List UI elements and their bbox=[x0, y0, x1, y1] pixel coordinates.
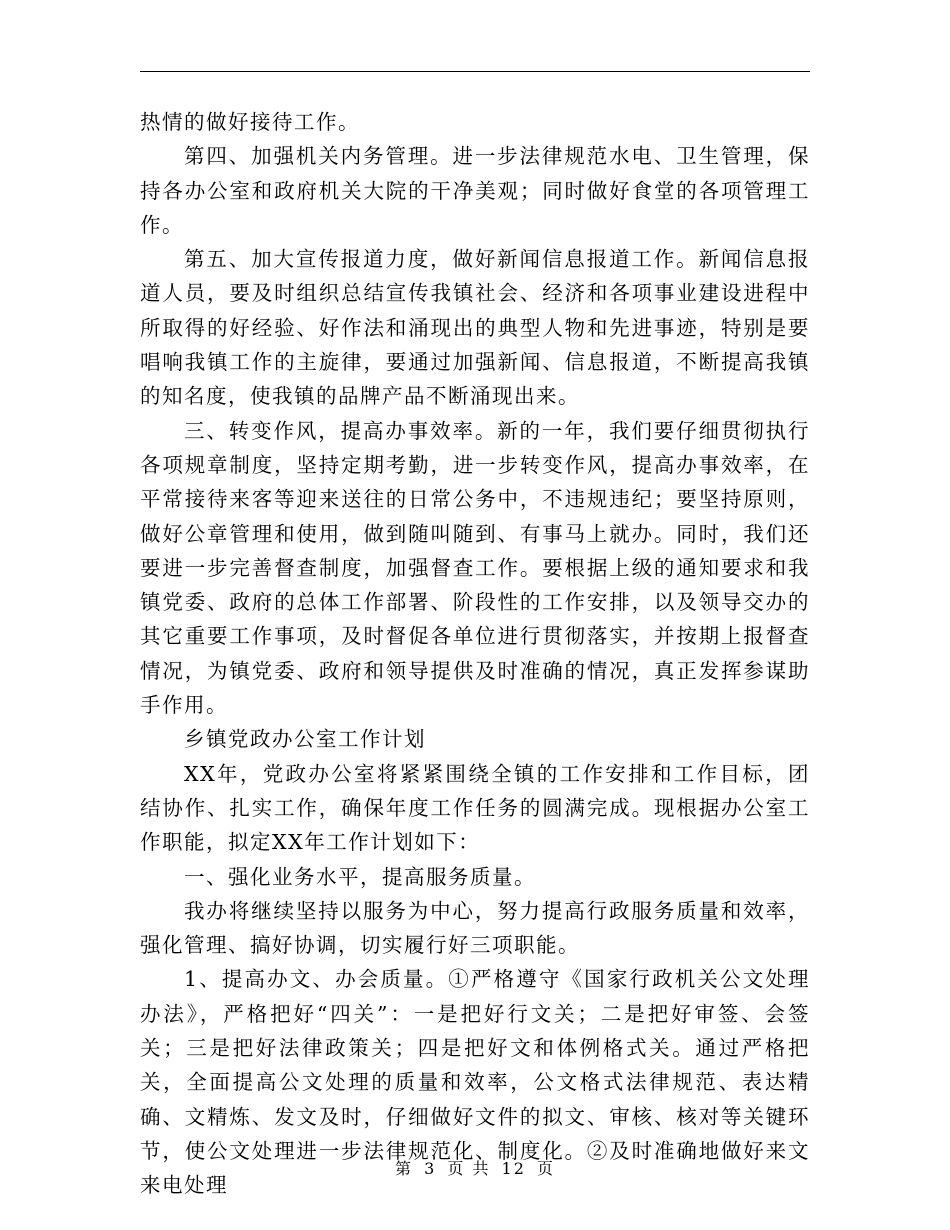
page-footer bbox=[0, 1156, 950, 1179]
footer-suffix: 页 bbox=[537, 1159, 556, 1178]
paragraph-8: 我办将继续坚持以服务为中心，努力提高行政服务质量和效率，强化管理、搞好协调，切实履行好三项职能。 bbox=[140, 898, 810, 958]
paragraph-2: 第四、加强机关内务管理。进一步法律规范水电、卫生管理，保持各办公室和政府机关大院的干净美观；同时做好食堂的各项管理工作。 bbox=[140, 144, 810, 237]
section-title: 乡镇党政办公室工作计划 bbox=[184, 727, 426, 752]
paragraph-1: 热情的做好接待工作。 bbox=[140, 110, 360, 134]
header-rule bbox=[140, 71, 810, 72]
paragraph-4: 三、转变作风，提高办事效率。新的一年，我们要仔细贯彻执行各项规章制度，坚持定期考勤，进一步转变作风，提高办事效率，在平常接待来客等迎来送往的日常公务中，不违规违纪；要坚持原则，做好公章管理和使用，做到随叫随到、有事马上就办。同时，我们还要进一步完善督查制度，加强督查工作。要根据上级的通知要求和我镇党委、政府的总体工作部署、阶段性的工作安排，以及领导交办的其它重要工作事项，及时督促各单位进行贯彻落实，并按期上报督查情况，为镇党委、政府和领导提供及时准确的情况，真正发挥参谋助手作用。 bbox=[140, 418, 810, 718]
footer-total-pages: 12 bbox=[501, 1159, 526, 1178]
paragraph-6: XX年，党政办公室将紧紧围绕全镇的工作安排和工作目标，团结协作、扎实工作，确保年度工作任务的圆满完成。现根据办公室工作职能，拟定XX年工作计划如下： bbox=[140, 761, 810, 855]
footer-prefix: 第 bbox=[394, 1159, 413, 1178]
paragraph-7: 一、强化业务水平，提高服务质量。 bbox=[184, 864, 536, 889]
paragraph-9: 1、提高办文、办会质量。①严格遵守《国家行政机关公文处理办法》，严格把好“四关”：一是把好行文关；二是把好审签、会签关；三是把好法律政策关；四是把好文和体例格式关。通过严格把关，全面提高公文处理的质量和效率，公文格式法律规范、表达精确、文精炼、发文及时，仔细做好文件的拟文、审核、核对等关键环节，使公文处理进一步法律规范化、制度化。②及时准确地做好来文来电处理 bbox=[140, 967, 810, 1198]
footer-current-page: 3 bbox=[424, 1159, 437, 1178]
paragraph-3: 第五、加大宣传报道力度，做好新闻信息报道工作。新闻信息报道人员，要及时组织总结宣传我镇社会、经济和各项事业建设进程中所取得的好经验、好作法和涌现出的典型人物和先进事迹，特别是要唱响我镇工作的主旋律，要通过加强新闻、信息报道，不断提高我镇的知名度，使我镇的品牌产品不断涌现出来。 bbox=[140, 247, 810, 409]
document-body bbox=[140, 105, 810, 1203]
footer-middle: 页 共 bbox=[447, 1159, 491, 1178]
